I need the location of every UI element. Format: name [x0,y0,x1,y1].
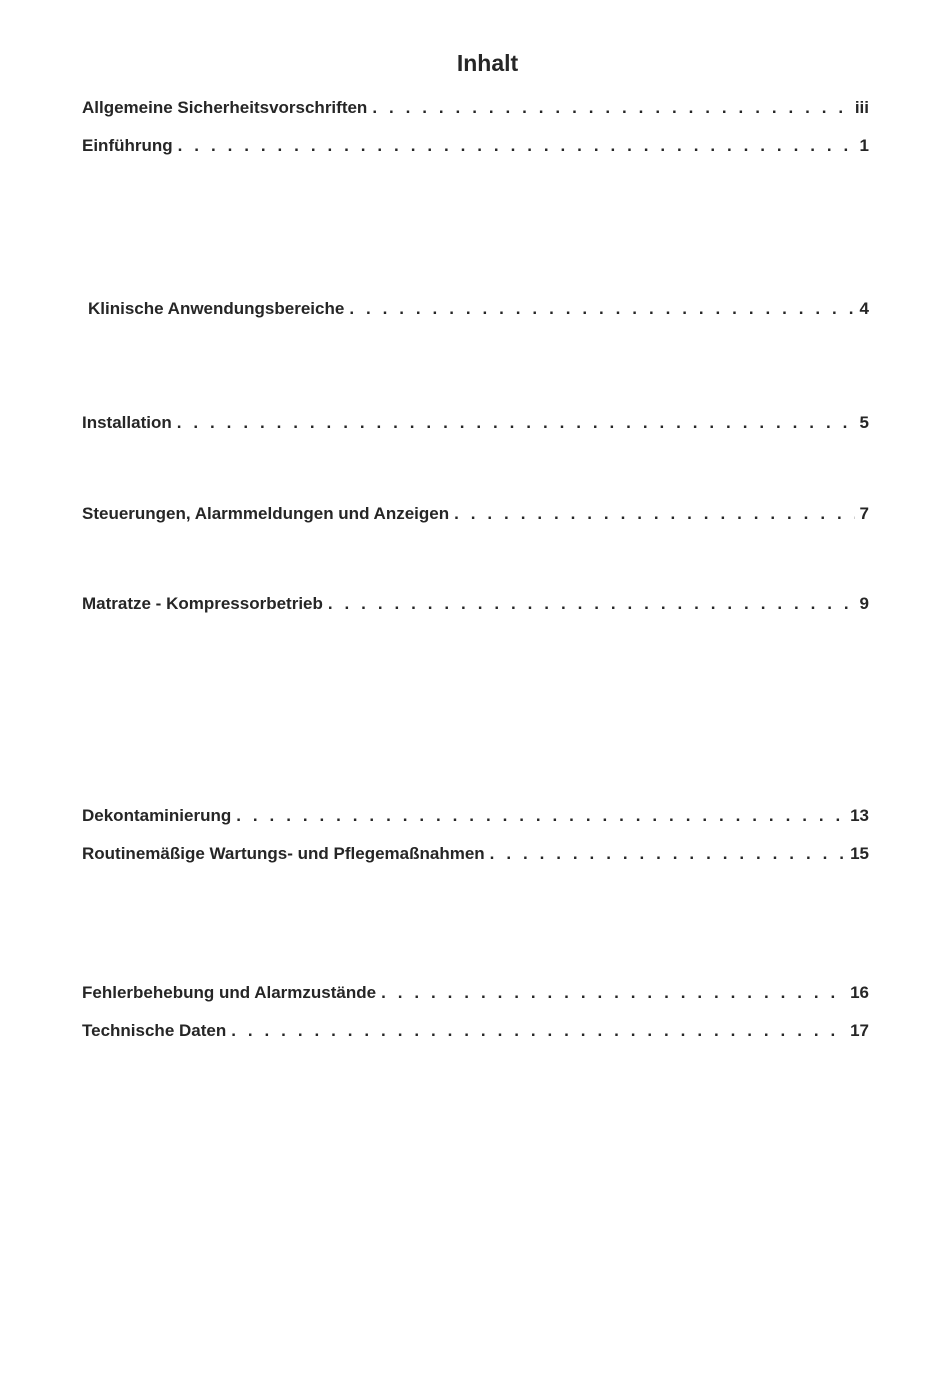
toc-page-number: 5 [859,413,869,432]
toc-page-number: 9 [859,594,869,613]
toc-page-number: iii [854,98,869,117]
toc-entry-technische-daten[interactable] [82,1020,869,1042]
toc-page-number: 7 [859,504,869,523]
toc-dot-leader [372,97,850,119]
toc-page-number: 13 [850,806,869,825]
toc-entry-label: Routinemäßige Wartungs- und Pflegemaßnahmen [82,844,485,863]
toc-dot-leader [490,843,845,865]
toc-dot-leader [178,135,855,157]
toc-entry-dekontaminierung[interactable] [82,805,869,827]
toc-entry-label: Technische Daten [82,1021,227,1040]
page-title: Inhalt [456,50,519,76]
toc-dot-leader [236,805,845,827]
toc-entry-label: Einführung [82,136,173,155]
toc-entry-label: Klinische Anwendungsbereiche [88,299,345,318]
toc-entry-label: Allgemeine Sicherheitsvorschriften [82,98,368,117]
toc-page-number: 17 [850,1021,869,1040]
toc-entry-kompressorbetrieb[interactable] [82,593,869,615]
toc-entry-label: Dekontaminierung [82,806,232,825]
toc-dot-leader [381,982,845,1004]
toc-page-number: 4 [859,299,869,318]
toc-entry-installation[interactable] [82,412,869,434]
toc-dot-leader [349,298,854,320]
toc-entry-einfuehrung[interactable] [82,135,869,157]
toc-entry-wartung[interactable] [82,843,869,865]
toc-entry-label: Fehlerbehebung und Alarmzustände [82,983,377,1002]
toc-entry-steuerungen[interactable] [82,503,869,525]
toc-dot-leader [454,503,854,525]
toc-entry-anwendungsbereiche[interactable] [88,298,869,320]
toc-dot-leader [231,1020,845,1042]
toc-dot-leader [328,593,855,615]
toc-entry-label: Installation [82,413,172,432]
toc-page-number: 15 [850,844,869,863]
toc-entry-fehlerbehebung[interactable] [82,982,869,1004]
toc-page-number: 16 [850,983,869,1002]
toc-page-number: 1 [859,136,869,155]
toc-entry-label: Matratze - Kompressorbetrieb [82,594,323,613]
toc-entry-label: Steuerungen, Alarmmeldungen und Anzeigen [82,504,450,523]
toc-entry-sicherheitsvorschriften[interactable] [82,97,869,119]
toc-dot-leader [177,412,855,434]
